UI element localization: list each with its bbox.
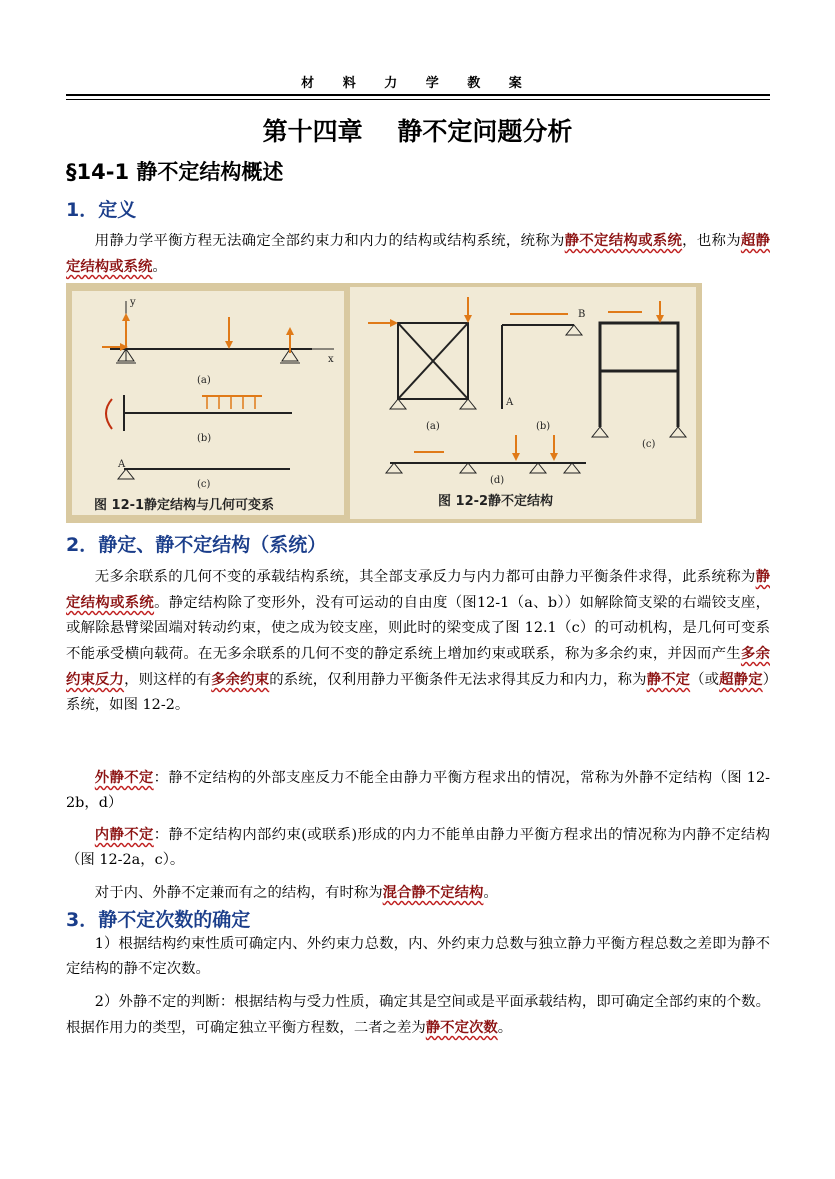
paragraph-determinate [66, 564, 770, 718]
heading-statically-determinate: 2．静定、静不定结构（系统） [66, 534, 327, 556]
running-header: 材 料 力 学 教 案 [301, 76, 534, 91]
label-c: (c) [197, 479, 211, 490]
highlight-term: 超静定 [719, 671, 763, 688]
highlight-term: 静定结构或系统 [66, 568, 770, 611]
chapter-number: 第十四章 [262, 117, 363, 146]
highlight-term: 静不定结构或系统 [564, 232, 683, 249]
chapter-title [0, 112, 835, 148]
figure-12-1-caption: 图 12-1静定结构与几何可变系 [94, 498, 275, 513]
axis-label-x: x [328, 354, 334, 365]
highlight-term: 外静不定 [94, 769, 154, 786]
figure-12-2-caption: 图 12-2静不定结构 [438, 494, 554, 509]
text-run: 2）外静不定的判断：根据结构与受力性质，确定其是空间或是平面承载结构，即可确定全部约束的个数。根据作用力的类型，可确定独立平衡方程数，二者之差为 [66, 994, 770, 1036]
axis-label-y: y [130, 297, 136, 308]
label-a: (a) [197, 375, 211, 386]
text-run: 。静定结构除了变形外，没有可运动的自由度（图12-1（a、b））如解除简支梁的右端铰支座，或解除悬臂梁固端对转动约束，使之成为铰支座，则此时的梁变成了图 12.1（c）的可动机构，是几何可变系不能承受横向载荷。在无多余联系的几何不变的静定系统上增加约束或联系，称为多余约束，并因而产生 [66, 595, 770, 662]
text-run: ：静不定结构的外部支座反力不能全由静力平衡方程求出的情况，常称为外静不定结构（图 12-2b，d） [66, 770, 770, 811]
figure-12-2-panel [350, 287, 696, 519]
text-run: ：静不定结构内部约束(或联系)形成的内力不能单由静力平衡方程求出的情况称为内静不定结构（图 12-2a，c）。 [66, 827, 770, 868]
text-run: ，则这样的有 [124, 672, 212, 688]
label-b: (b) [536, 421, 551, 432]
label-A: A [506, 397, 514, 408]
text-run: 无多余联系的几何不变的承载结构系统，其全部支承反力与内力都可由静力平衡条件求得，此系统称为 [94, 569, 756, 585]
text-run: 。 [152, 259, 167, 275]
label-b: (b) [197, 433, 212, 444]
text-run: 。 [483, 885, 498, 901]
text-run: 。 [497, 1020, 513, 1036]
label-B: B [578, 309, 586, 320]
text-run: 用静力学平衡方程无法确定全部约束力和内力的结构或结构系统，统称为 [94, 233, 565, 249]
text-run: ，也称为 [682, 233, 741, 249]
label-A: A [118, 459, 126, 470]
text-run: 对于内、外静不定兼而有之的结构，有时称为 [94, 885, 383, 901]
figure-12-2-drawing [350, 287, 696, 519]
highlight-term: 多余约束反力 [66, 645, 770, 688]
highlight-term: 静不定次数 [425, 1019, 498, 1036]
heading-degree-of-indeterminacy: 3．静不定次数的确定 [66, 909, 251, 931]
paragraph-rule-1: 1）根据结构约束性质可确定内、外约束力总数，内、外约束力总数与独立静力平衡方程总数之差即为静不定结构的静不定次数。 [66, 936, 770, 977]
figure-strip [66, 283, 702, 523]
highlight-term: 多余约束 [211, 671, 270, 688]
label-c: (c) [642, 439, 656, 450]
figure-12-1-drawing [72, 291, 344, 515]
paragraph-rule-2 [66, 990, 770, 1041]
text-run: （或 [690, 672, 720, 688]
text-run: 的系统，仅利用静力平衡条件无法求得其反力和内力，称为 [269, 672, 647, 688]
label-d: (d) [490, 475, 505, 486]
figure-12-1-panel [72, 291, 344, 515]
paragraph-external-indeterminate [66, 765, 770, 816]
label-a: (a) [426, 421, 440, 432]
highlight-term: 静不定 [646, 671, 691, 688]
highlight-term: 内静不定 [94, 826, 154, 843]
header-rule-thick [66, 94, 770, 96]
paragraph-internal-indeterminate [66, 822, 770, 873]
highlight-term: 混合静不定结构 [382, 884, 484, 901]
paragraph-mixed-indeterminate [66, 880, 770, 906]
chapter-name: 静不定问题分析 [397, 117, 573, 146]
section-title: §14-1 静不定结构概述 [66, 160, 284, 184]
text-run: ）系统，如图 12-2。 [66, 672, 770, 713]
paragraph-definition [66, 228, 770, 280]
heading-definition: 1．定义 [66, 199, 137, 221]
header-rule-thin [66, 99, 770, 100]
highlight-term: 超静定结构或系统 [66, 232, 770, 275]
